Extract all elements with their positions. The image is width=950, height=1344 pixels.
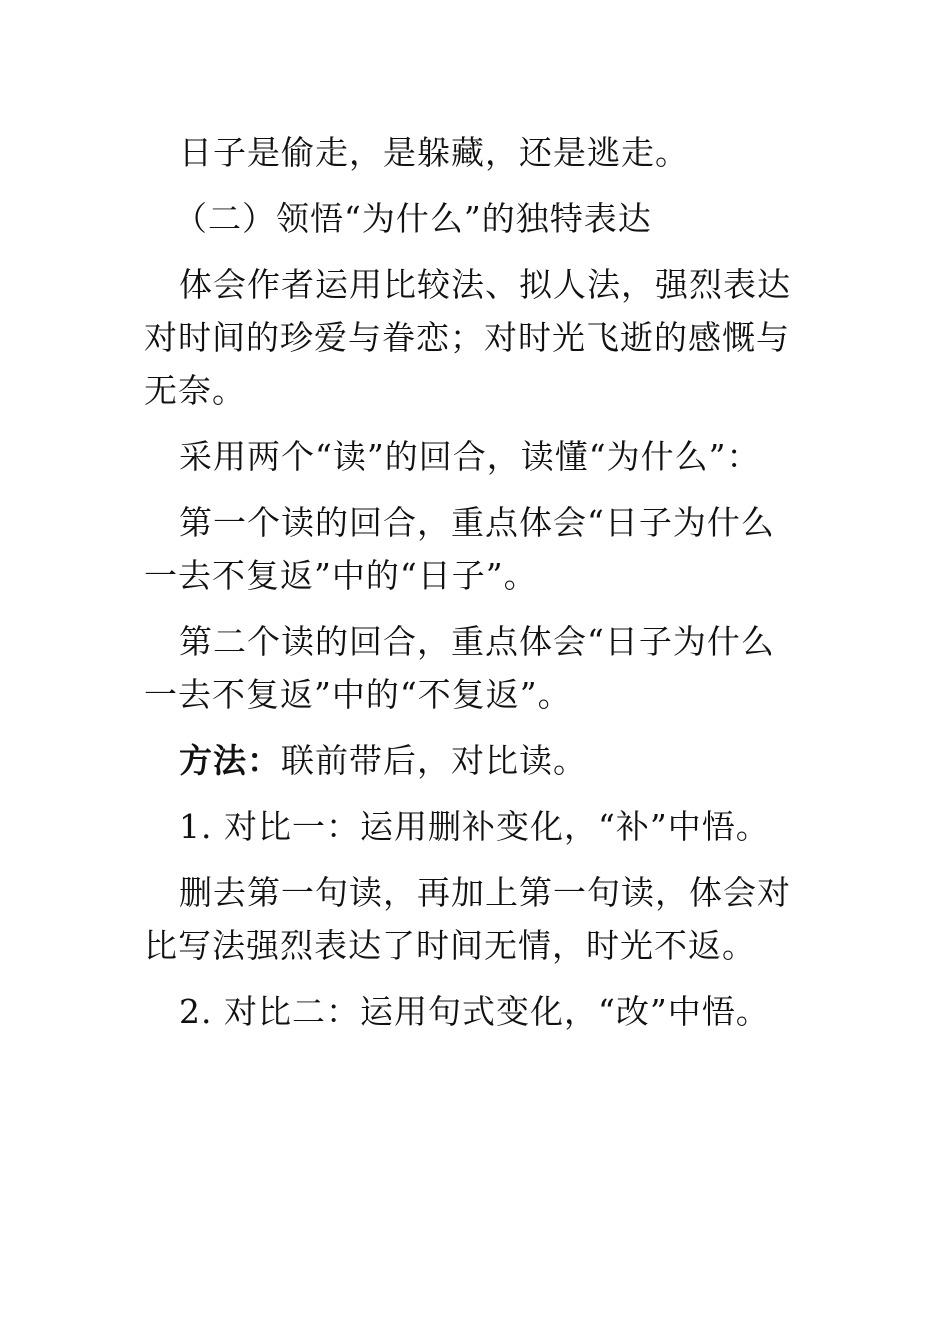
- paragraph-two-rounds: 采用两个“读”的回合，读懂“为什么”：: [179, 437, 761, 476]
- method-text: 联前带后，对比读。: [281, 741, 587, 780]
- paragraph-compare-one-detail: 删去第一句读，再加上第一句读，体会对比写法强烈表达了时间无情，时光不返。: [144, 873, 791, 965]
- section-heading-why: （二）领悟“为什么”的独特表达: [174, 199, 652, 238]
- paragraph-method: [144, 734, 808, 787]
- paragraph-second-round: 第二个读的回合，重点体会“日子为什么一去不复返”中的“不复返”。: [144, 622, 775, 714]
- paragraph-author-technique: 体会作者运用比较法、拟人法，强烈表达对时间的珍爱与眷恋；对时光飞逝的感慨与无奈。: [144, 265, 791, 410]
- paragraph-compare-one: 1. 对比一：运用删补变化，“补”中悟。: [179, 807, 770, 846]
- paragraph-days-question: 日子是偷走，是躲藏，还是逃走。: [179, 133, 689, 172]
- method-label: 方法：: [179, 741, 281, 780]
- paragraph-first-round: 第一个读的回合，重点体会“日子为什么一去不复返”中的“日子”。: [144, 503, 775, 595]
- document-body: [144, 126, 808, 1051]
- paragraph-compare-two: 2. 对比二：运用句式变化，“改”中悟。: [179, 992, 770, 1031]
